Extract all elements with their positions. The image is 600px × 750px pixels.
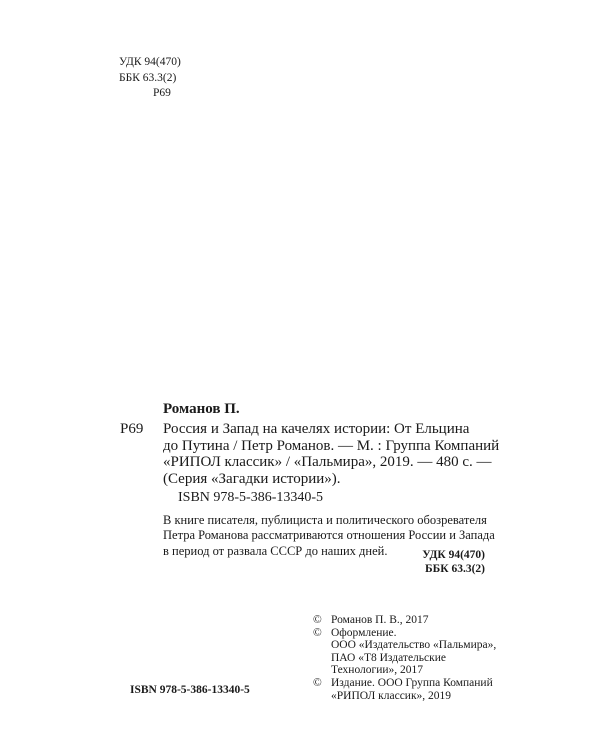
copyright-notice (313, 627, 496, 677)
description-line: до Путина / Петр Романов. — М. : Группа Компаний (163, 437, 500, 454)
copyright-line: ПАО «Т8 Издательские (331, 651, 446, 664)
entry-classification-codes (422, 549, 485, 576)
copyright-symbol: © (313, 676, 322, 689)
bottom-isbn: ISBN 978-5-386-13340-5 (130, 684, 250, 696)
entry-udk-code: УДК 94(470) (422, 549, 485, 561)
copyright-notice (313, 677, 496, 702)
top-classification-codes (119, 55, 181, 102)
copyright-line: Оформление. (331, 626, 397, 639)
entry-bbk-code: ББК 63.3(2) (425, 562, 485, 575)
copyright-line: «РИПОЛ классик», 2019 (331, 689, 452, 702)
annotation-line: в период от развала СССР до наших дней. (163, 543, 388, 558)
top-udk-code: УДК 94(470) (119, 56, 181, 68)
description-line: «РИПОЛ классик» / «Пальмира», 2019. — 480 с. — (163, 454, 492, 471)
copyright-symbol: © (313, 626, 322, 639)
description-line: (Серия «Загадки истории»). (163, 470, 341, 487)
copyright-line: Романов П. В., 2017 (331, 614, 429, 626)
copyright-line: Технологии», 2017 (331, 664, 424, 677)
top-bbk-code: ББК 63.3(2) (119, 71, 177, 84)
bibliographic-description (163, 421, 499, 487)
annotation-line: Петра Романова рассматриваются отношения России и Запада (163, 528, 495, 543)
entry-isbn: ISBN 978-5-386-13340-5 (178, 490, 324, 505)
annotation-line: В книге писателя, публициста и политического обозревателя (163, 513, 487, 527)
copyright-line: Издание. ООО Группа Компаний (331, 676, 493, 689)
copyright-line: ООО «Издательство «Пальмира», (331, 639, 497, 652)
author-name: Романов П. (163, 401, 240, 417)
entry-cutter-code: Р69 (120, 421, 144, 437)
top-cutter-code: Р69 (153, 87, 171, 99)
copyright-block (313, 614, 496, 702)
copyright-symbol: © (313, 614, 322, 626)
description-line: Россия и Запад на качелях истории: От Ельцина (163, 421, 470, 437)
copyright-notice (313, 614, 496, 627)
